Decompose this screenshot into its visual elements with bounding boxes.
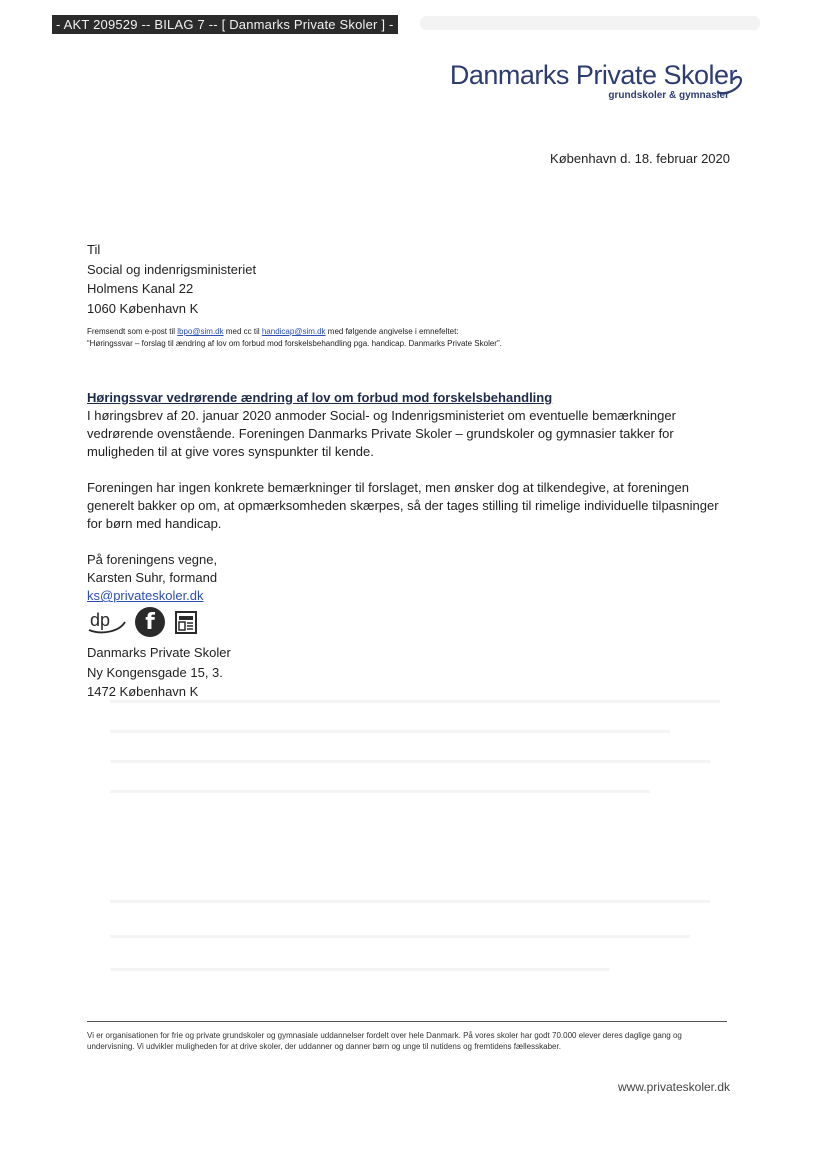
footer-divider	[87, 1021, 727, 1022]
newsletter-icon[interactable]	[171, 607, 201, 637]
sent-note	[87, 326, 502, 350]
org-city: 1472 København K	[87, 684, 199, 699]
organization-address	[87, 643, 231, 702]
show-through-line	[110, 900, 710, 903]
scan-smudge	[420, 16, 760, 30]
org-street: Ny Kongensgade 15, 3.	[87, 664, 223, 680]
facebook-icon[interactable]: f	[135, 607, 165, 637]
sent-note-text2: med cc til	[223, 327, 262, 336]
sent-note-subject: “Høringssvar – forslag til ændring af lov om forbud mod forskelsbehandling pga. handicap. Danmarks Private Skoler”.	[87, 339, 502, 348]
body-paragraph-2: Foreningen har ingen konkrete bemærkninger til forslaget, men ønsker dog at tilkendegive, at foreningen generelt bakker op om, at opmærksomheden skærpes, så der tages stilling til rimelige individuelle tilpasninger for børn med handicap.	[87, 480, 719, 531]
sent-note-text1: Fremsendt som e-post til	[87, 327, 178, 336]
show-through-line	[110, 730, 670, 733]
recipient-to: Til	[87, 242, 101, 257]
recipient-address	[87, 240, 256, 318]
social-icons	[87, 606, 201, 638]
signature-closing: På foreningens vegne,	[87, 552, 218, 567]
dp-logo-icon[interactable]	[87, 608, 129, 636]
footer-text: Vi er organisationen for frie og private grundskoler og gymnasiale uddannelser fordelt over hele Danmark. På vores skoler har godt 70.000 elever deres daglige gang og undervisning. Vi udvikler muligheden for at drive skoler, der uddanner og danner børn og unge til nutidens og fremtidens fællesskaber.	[87, 1031, 682, 1051]
signature-block	[87, 551, 217, 605]
body-paragraph-1: I høringsbrev af 20. januar 2020 anmoder Social- og Indenrigsministeriet om eventuelle bemærkninger vedrørende ovenstående. Foreningen Danmarks Private Skoler – grundskoler og gymnasier takker for muligheden til at give vores synspunkter til kende.	[87, 408, 676, 459]
logo-name: Danmarks Private Skoler	[449, 60, 737, 90]
letter-date: København d. 18. februar 2020	[550, 151, 730, 166]
signature-name: Karsten Suhr, formand	[87, 570, 218, 585]
show-through-line	[110, 968, 610, 971]
recipient-name: Social og indenrigsministeriet	[87, 261, 257, 277]
show-through-line	[110, 760, 710, 763]
recipient-city: 1060 København K	[87, 300, 199, 316]
show-through-line	[110, 700, 720, 703]
email-link-handicap[interactable]: handicap@sim.dk	[261, 327, 326, 336]
dp-logo-text: dp	[90, 610, 111, 630]
show-through-line	[110, 935, 690, 938]
document-stamp: - AKT 209529 -- BILAG 7 -- [ Danmarks Private Skoler ] -	[52, 15, 398, 34]
website-link[interactable]: www.privateskoler.dk	[617, 1080, 730, 1094]
email-link-lbpo[interactable]: lbpo@sim.dk	[177, 327, 224, 336]
letter-heading: Høringssvar vedrørende ændring af lov om forbud mod forskelsbehandling	[87, 390, 553, 405]
sent-note-text3: med følgende angivelse i emnefeltet:	[325, 327, 459, 336]
org-name: Danmarks Private Skoler	[87, 645, 231, 660]
recipient-street: Holmens Kanal 22	[87, 281, 194, 296]
logo-tagline: grundskoler & gymnasier	[608, 90, 729, 101]
show-through-line	[110, 790, 650, 793]
logo-swoosh-icon	[715, 74, 745, 96]
signature-email-link[interactable]: ks@privateskoler.dk	[87, 588, 204, 603]
company-logo	[450, 60, 737, 101]
